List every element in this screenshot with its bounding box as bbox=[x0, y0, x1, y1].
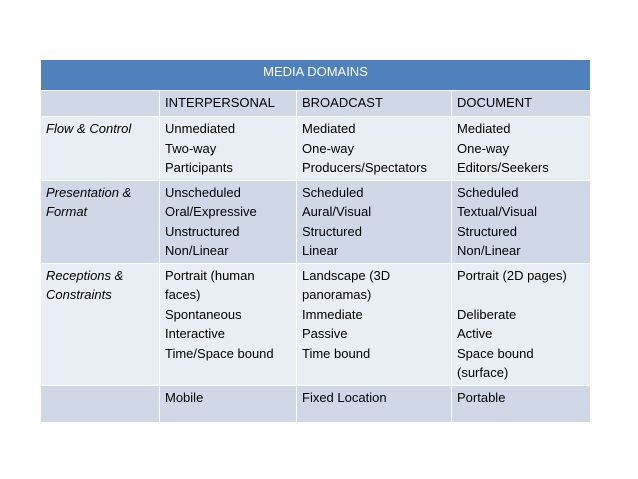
cell-line: Mediated bbox=[302, 121, 356, 136]
cell-line: Producers/Spectators bbox=[302, 160, 428, 175]
cell-line: Aural/Visual bbox=[302, 204, 372, 219]
row-label-line: Format bbox=[46, 204, 88, 219]
row-label-line: Constraints bbox=[46, 287, 112, 302]
cell-line: Unscheduled bbox=[165, 184, 241, 200]
cell-line: Linear bbox=[302, 243, 339, 258]
row-presentation-format bbox=[41, 180, 591, 263]
cell-line: Deliberate bbox=[457, 306, 517, 322]
cell-interpersonal: Mobile bbox=[160, 385, 297, 422]
row-label-empty bbox=[41, 385, 160, 422]
cell-line: Active bbox=[457, 326, 493, 341]
cell-line: Scheduled bbox=[457, 184, 519, 200]
cell-line: Non/Linear bbox=[457, 243, 521, 258]
row-mobility bbox=[41, 385, 591, 422]
cell-line: One-way bbox=[302, 140, 355, 156]
cell-document bbox=[452, 117, 591, 181]
cell-line: Unmediated bbox=[165, 121, 236, 136]
cell-document bbox=[452, 180, 591, 263]
cell-document: Portable bbox=[452, 385, 591, 422]
cell-interpersonal bbox=[160, 117, 297, 181]
cell-line: Landscape (3D bbox=[302, 267, 391, 283]
cell-line: Participants bbox=[165, 160, 233, 175]
row-label-receptions-constraints bbox=[41, 263, 160, 385]
row-label-flow-control: Flow & Control bbox=[41, 117, 160, 181]
header-broadcast: BROADCAST bbox=[297, 91, 452, 117]
cell-line: Textual/Visual bbox=[457, 204, 537, 219]
cell-line: Editors/Seekers bbox=[457, 160, 549, 175]
header-interpersonal: INTERPERSONAL bbox=[160, 91, 297, 117]
cell-broadcast bbox=[297, 180, 452, 263]
cell-interpersonal bbox=[160, 263, 297, 385]
cell-line: Passive bbox=[302, 326, 348, 341]
cell-line: faces) bbox=[165, 287, 201, 302]
row-receptions-constraints bbox=[41, 263, 591, 385]
cell-broadcast: Fixed Location bbox=[297, 385, 452, 422]
cell-line: panoramas) bbox=[302, 287, 372, 302]
cell-line: (surface) bbox=[457, 365, 509, 380]
row-label-presentation-format bbox=[41, 180, 160, 263]
cell-line: Structured bbox=[302, 223, 362, 239]
row-label-line: Receptions & bbox=[46, 267, 124, 283]
cell-line: Two-way bbox=[165, 140, 217, 156]
cell-line: Portrait (human bbox=[165, 267, 255, 283]
header-document: DOCUMENT bbox=[452, 91, 591, 117]
cell-line: Mediated bbox=[457, 121, 511, 136]
cell-document bbox=[452, 263, 591, 385]
row-label-line: Presentation & bbox=[46, 184, 132, 200]
cell-line: Unstructured bbox=[165, 223, 240, 239]
row-flow-control bbox=[41, 117, 591, 181]
header-empty-cell bbox=[41, 91, 160, 117]
cell-line: Time bound bbox=[302, 345, 371, 361]
cell-line: Space bound bbox=[457, 345, 534, 361]
cell-line: Non/Linear bbox=[165, 243, 229, 258]
title-row bbox=[41, 60, 591, 91]
cell-line: Portrait (2D pages) bbox=[457, 267, 567, 283]
table-title: MEDIA DOMAINS bbox=[41, 60, 591, 91]
cell-line: One-way bbox=[457, 140, 510, 156]
media-domains-table bbox=[40, 59, 591, 423]
cell-line: Immediate bbox=[302, 306, 363, 322]
cell-line: Time/Space bound bbox=[165, 345, 274, 361]
cell-line: Interactive bbox=[165, 326, 225, 341]
cell-line: Structured bbox=[457, 223, 517, 239]
header-row bbox=[41, 91, 591, 117]
cell-interpersonal bbox=[160, 180, 297, 263]
cell-line: Oral/Expressive bbox=[165, 204, 257, 219]
cell-line: Spontaneous bbox=[165, 306, 242, 322]
cell-broadcast bbox=[297, 263, 452, 385]
cell-line: Scheduled bbox=[302, 184, 364, 200]
cell-broadcast bbox=[297, 117, 452, 181]
